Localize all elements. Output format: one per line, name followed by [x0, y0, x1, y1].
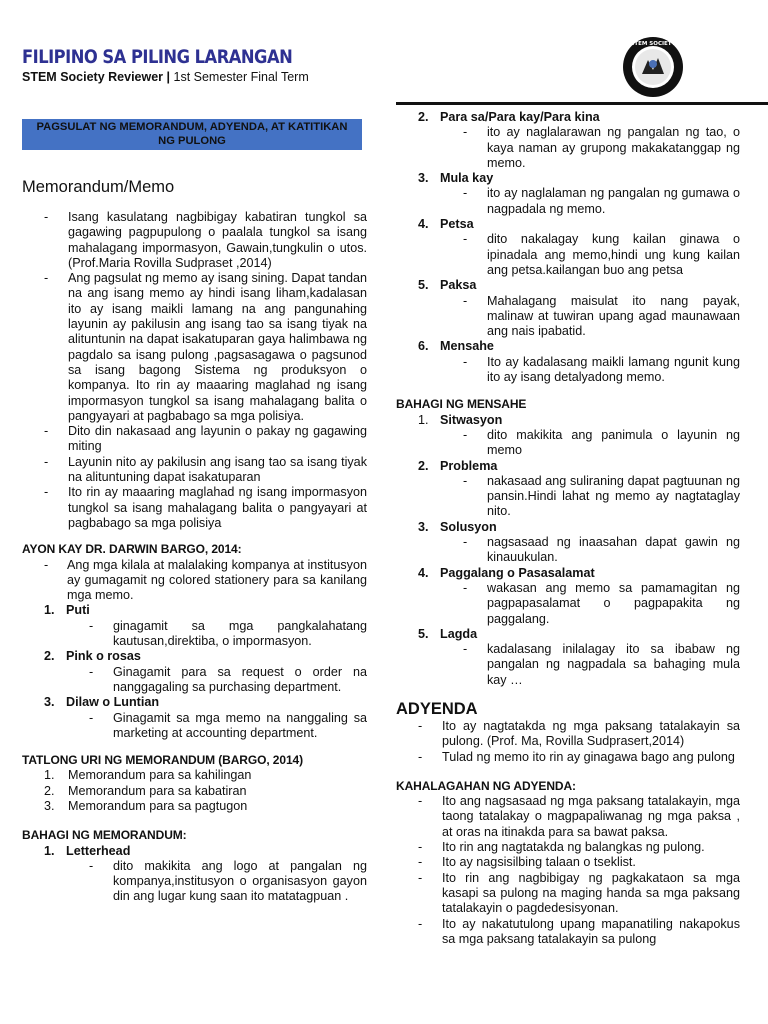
- color-item-description-text: ginagamit sa mga pangkalahatang kautusan,direktiba, o impormasyon.: [113, 618, 367, 649]
- color-item-description: [22, 711, 367, 742]
- uri-item-text: Memorandum para sa kabatiran: [68, 783, 247, 798]
- kahalagahan-bullet: [396, 794, 740, 840]
- mensahe-item-description-marker: -: [463, 642, 468, 657]
- uri-item-text: Memorandum para sa pagtugon: [68, 798, 248, 813]
- memo-bullet-marker: -: [44, 210, 49, 224]
- bahagi-item: [396, 339, 740, 354]
- uri-item: [22, 768, 367, 783]
- mensahe-item-description-text: nakasaad ang suliraning dapat pagtuunan ng pansin.Hindi lahat ng memo ay nagtataglay nito.: [487, 473, 740, 519]
- memo-bullet-text: Isang kasulatang nagbibigay kabatiran tungkol sa gagawing pagpupulong o paalala tungkol sa isang mahalagang impormasyon, Gawain,tungkulin o utos. (Prof.Maria Rovilla Sudpraset ,2014): [68, 210, 367, 270]
- bahagi-first-item: [22, 844, 367, 905]
- color-item-description-text: Ginagamit sa mga memo na nanggaling sa marketing at accounting department.: [113, 710, 367, 740]
- kahalagahan-bullet-list: [396, 794, 740, 947]
- mensahe-item-description-marker: -: [463, 427, 468, 442]
- mensahe-item-description-text: kadalasang inilalagay ito sa ibabaw ng pangalan ng nagpadala sa bahaging mula kay …: [487, 642, 740, 687]
- kahalagahan-bullet-text: Ito ay nakatutulong upang mapanatiling nakapokus sa mga paksang tatalakayin sa pulong: [442, 916, 740, 946]
- subtitle-separator: |: [166, 70, 174, 84]
- color-item-description: [22, 665, 367, 696]
- bahagi-item-description-text: ito ay naglalarawan ng pangalan ng tao, o kaya naman ay grupong makakatanggap ng memo.: [487, 125, 740, 170]
- bahagi-item: [396, 278, 740, 293]
- mensahe-item: [396, 566, 740, 581]
- colors-list: [22, 603, 367, 741]
- color-item: [22, 603, 367, 618]
- mensahe-item-name: Sitwasyon: [440, 412, 503, 427]
- color-item-number: 3.: [44, 695, 55, 710]
- memo-bullet-marker: -: [44, 424, 49, 439]
- adyenda-heading: ADYENDA: [396, 699, 478, 718]
- kahalagahan-bullet: [396, 871, 740, 917]
- color-item-description: [22, 619, 367, 650]
- memo-bullet-marker: -: [44, 485, 49, 500]
- bahagi-item-description-text: ito ay naglalaman ng pangalan ng gumawa o nagpadala ng memo.: [487, 186, 740, 216]
- bahagi-item-description: [22, 859, 367, 905]
- memo-bullet-marker: -: [44, 271, 49, 286]
- uri-item-number: 2.: [44, 783, 55, 798]
- uri-item-number: 3.: [44, 798, 55, 813]
- bahagi-item-number: 6.: [418, 339, 429, 354]
- kahalagahan-bullet-marker: -: [418, 794, 423, 809]
- mensahe-item-number: 1.: [418, 412, 429, 427]
- memo-bullet-text: Layunin nito ay pakilusin ang isang tao sa isang tiyak na alituntuning dapat isakatuparan: [68, 454, 367, 485]
- adyenda-bullet-marker: -: [418, 718, 423, 733]
- mensahe-item-number: 3.: [418, 519, 429, 534]
- uri-item: [22, 799, 367, 814]
- bahagi-item-number: 5.: [418, 278, 429, 293]
- uri-item-number: 1.: [44, 768, 55, 783]
- kahalagahan-heading: KAHALAGAHAN NG ADYENDA:: [396, 778, 576, 793]
- banner-line-1: PAGSULAT NG MEMORANDUM, ADYENDA, AT KATITIKAN: [36, 121, 348, 133]
- memo-heading: Memorandum/Memo: [22, 178, 175, 196]
- adyenda-bullet-marker: -: [418, 749, 423, 764]
- left-column: [22, 177, 367, 905]
- bahagi-item: [22, 844, 367, 859]
- memo-bullet: [22, 210, 367, 271]
- kahalagahan-bullet-text: Ito ay nagsisilbing talaan o tseklist.: [442, 855, 636, 870]
- bahagi-item-name: Paksa: [440, 278, 477, 293]
- bahagi-item-description-text: dito nakalagay kung kailan ginawa o ipinadala ang memo,hindi ung kung kailan ang petsa.kailangan buo ang petsa: [487, 232, 740, 277]
- bahagi-item-description: [396, 186, 740, 217]
- document-subtitle: [22, 70, 309, 84]
- bahagi-item-number: 3.: [418, 171, 429, 186]
- bahagi-heading: BAHAGI NG MEMORANDUM:: [22, 828, 187, 843]
- color-item-description-marker: -: [89, 664, 94, 679]
- memo-bullet: [22, 455, 367, 486]
- bahagi-item-number: 2.: [418, 110, 429, 124]
- bahagi-item-description-marker: -: [89, 858, 94, 873]
- bahagi-item-description-text: Ito ay kadalasang maikli lamang ngunit kung ito ay isang detalyadong memo.: [487, 354, 740, 385]
- mensahe-item-description-text: wakasan ang memo sa pamamagitan ng pagpapasalamat o pagpapakita ng paggalang.: [487, 580, 740, 626]
- kahalagahan-bullet-marker: -: [418, 870, 423, 885]
- bahagi-item-name: Para sa/Para kay/Para kina: [440, 110, 600, 124]
- mensahe-item-number: 2.: [418, 458, 429, 473]
- memo-bullet: [22, 424, 367, 455]
- mensahe-item-description-text: nagsasaad ng inaasahan dapat gawin ng kinauukulan.: [487, 535, 740, 565]
- bahagi-item: [396, 217, 740, 232]
- adyenda-bullet-text: Tulad ng memo ito rin ay ginagawa bago ang pulong: [442, 749, 735, 764]
- color-item-number: 1.: [44, 603, 55, 618]
- adyenda-bullet-text: Ito ay nagtatakda ng mga paksang tatalakayin sa pulong. (Prof. Ma, Rovilla Sudprasert,2014): [442, 718, 740, 749]
- mensahe-item-description-marker: -: [463, 580, 468, 595]
- subtitle-reviewer: STEM Society Reviewer: [22, 70, 164, 84]
- bahagi-item-description: [396, 125, 740, 171]
- memo-bullet-list: [22, 210, 367, 531]
- bahagi-item-description-marker: -: [463, 232, 468, 247]
- color-item: [22, 695, 367, 710]
- kahalagahan-bullet: [396, 917, 740, 948]
- mensahe-item-description: [396, 474, 740, 520]
- bahagi-item-description: [396, 294, 740, 340]
- color-item-description-marker: -: [89, 618, 94, 633]
- kahalagahan-bullet: [396, 855, 740, 870]
- bahagi-item-description-text: Mahalagang maisulat ito nang payak, malinaw at tuwiran upang agad maunawaan ang nais ipabatid.: [487, 293, 740, 339]
- bahagi-item: [396, 171, 740, 186]
- mensahe-item: [396, 627, 740, 642]
- bahagi-item-description-marker: -: [463, 186, 468, 201]
- bargo-intro: - Ang mga kilala at malalaking kompanya at institusyon ay gumagamit ng colored stationery para sa kanilang mga memo.: [44, 557, 367, 603]
- bahagi-item-description-text: dito makikita ang logo at pangalan ng kompanya,institusyon o organisasyon gayon din ang lugar kung saan ito matatagpuan .: [113, 858, 367, 904]
- memo-bullet-text: Ang pagsulat ng memo ay isang sining. Dapat tandan na ang isang memo ay hindi isang liham,kadalasan ito ay isang maikli lamang na ang pangunahing layunin ay pakilusin ang isang tao sa isang tiyak na alituntunin na dapat isakatuparan gaya halimbawa ng pagdalo sa isang pulong ,pagsasagawa o pagsunod sa isang bagong Sistema ng produksyon o kompanya. Ito rin ay maaaring maglahad ng isang impormasyon tungkol sa isang mahalagang balita o pangyayari at pagbabago sa mga polisiya.: [68, 271, 367, 423]
- uri-item: [22, 784, 367, 799]
- bahagi-item-description-marker: -: [463, 354, 468, 369]
- color-item-name: Pink o rosas: [66, 649, 141, 664]
- bahagi-item-description: [396, 355, 740, 386]
- mensahe-item-description-text: dito makikita ang panimula o layunin ng memo: [487, 427, 740, 458]
- memo-bullet: [22, 485, 367, 531]
- adyenda-bullet: [396, 719, 740, 750]
- bargo-heading: AYON KAY DR. DARWIN BARGO, 2014:: [22, 542, 242, 557]
- kahalagahan-bullet: [396, 840, 740, 855]
- adyenda-bullet-list: [396, 719, 740, 765]
- bahagi-item-number: 4.: [418, 217, 429, 232]
- kahalagahan-bullet-text: Ito rin ang nagtatakda ng balangkas ng pulong.: [442, 840, 705, 855]
- memo-bullet-text: Dito din nakasaad ang layunin o pakay ng gagawing miting: [68, 424, 367, 454]
- kahalagahan-bullet-marker: -: [418, 916, 423, 931]
- memo-bullet: [22, 271, 367, 424]
- color-item-number: 2.: [44, 649, 55, 664]
- color-item: [22, 649, 367, 664]
- section-banner: [22, 119, 362, 150]
- right-column: [396, 110, 740, 947]
- mensahe-item-number: 5.: [418, 626, 429, 641]
- color-item-name: Puti: [66, 603, 90, 618]
- logo-text: STEM SOCIETY: [630, 41, 676, 47]
- mensahe-item-name: Lagda: [440, 626, 478, 641]
- mensahe-item-description: [396, 642, 740, 688]
- kahalagahan-bullet-marker: -: [418, 840, 423, 855]
- mensahe-item-description: [396, 428, 740, 459]
- color-item-description-text: Ginagamit para sa request o order na nanggagaling sa purchasing department.: [113, 664, 367, 694]
- mensahe-list: [396, 413, 740, 688]
- bargo-intro-text: Ang mga kilala at malalaking kompanya at institusyon ay gumagamit ng colored stationery para sa kanilang mga memo.: [67, 557, 367, 603]
- mensahe-item: [396, 459, 740, 474]
- memo-bullet-marker: -: [44, 454, 49, 469]
- uri-item-text: Memorandum para sa kahilingan: [68, 768, 252, 783]
- color-item-name: Dilaw o Luntian: [66, 695, 160, 710]
- color-item-description-marker: -: [89, 710, 94, 725]
- bahagi-item-name: Letterhead: [66, 843, 131, 858]
- bahagi-item-description-marker: -: [463, 293, 468, 308]
- header-divider: [396, 102, 768, 105]
- bahagi-item-name: Mensahe: [440, 339, 494, 354]
- bahagi-item-description: [396, 232, 740, 278]
- uri-list: [22, 768, 367, 814]
- bahagi-item-name: Mula kay: [440, 171, 494, 186]
- mensahe-item-name: Solusyon: [440, 519, 497, 534]
- mensahe-item: [396, 413, 740, 428]
- adyenda-bullet: [396, 750, 740, 765]
- mensahe-item-name: Paggalang o Pasasalamat: [440, 565, 595, 580]
- bahagi-item: [396, 110, 740, 125]
- bahagi-item-number: 1.: [44, 843, 55, 858]
- mensahe-item-description-marker: -: [463, 473, 468, 488]
- mensahe-heading: BAHAGI NG MENSAHE: [396, 397, 527, 412]
- kahalagahan-bullet-marker: -: [418, 855, 423, 870]
- mensahe-item: [396, 520, 740, 535]
- bahagi-item-name: Petsa: [440, 217, 474, 232]
- mensahe-item-description: [396, 581, 740, 627]
- kahalagahan-bullet-text: Ito ang nagsasaad ng mga paksang tatalakayin, mga taong tatalakay o magpapaliwanag ng mga paksa , at oras na itinakda para sa bawat paksa.: [442, 794, 740, 839]
- kahalagahan-bullet-text: Ito rin ang nagbibigay ng pagkakataon sa mga kasapi sa pulong na maging handa sa mga paksang tatalakayin o pagdedesisyonan.: [442, 870, 740, 916]
- mensahe-item-description-marker: -: [463, 535, 468, 550]
- mensahe-item-description: [396, 535, 740, 566]
- bahagi-item-description-marker: -: [463, 125, 468, 140]
- memo-bullet-text: Ito rin ay maaaring maglahad ng isang impormasyon tungkol sa isang mahalagang balita o pangyayari at pagbabago sa mga polisiya: [68, 485, 367, 530]
- document-title: FILIPINO SA PILING LARANGAN: [22, 46, 293, 68]
- mensahe-item-number: 4.: [418, 565, 429, 580]
- mensahe-item-name: Problema: [440, 458, 498, 473]
- stem-society-logo: [622, 36, 684, 98]
- uri-heading: TATLONG URI NG MEMORANDUM (BARGO, 2014): [22, 753, 303, 768]
- subtitle-term: 1st Semester Final Term: [173, 70, 309, 84]
- banner-line-2: NG PULONG: [158, 135, 226, 147]
- bahagi-list-continued: [396, 110, 740, 385]
